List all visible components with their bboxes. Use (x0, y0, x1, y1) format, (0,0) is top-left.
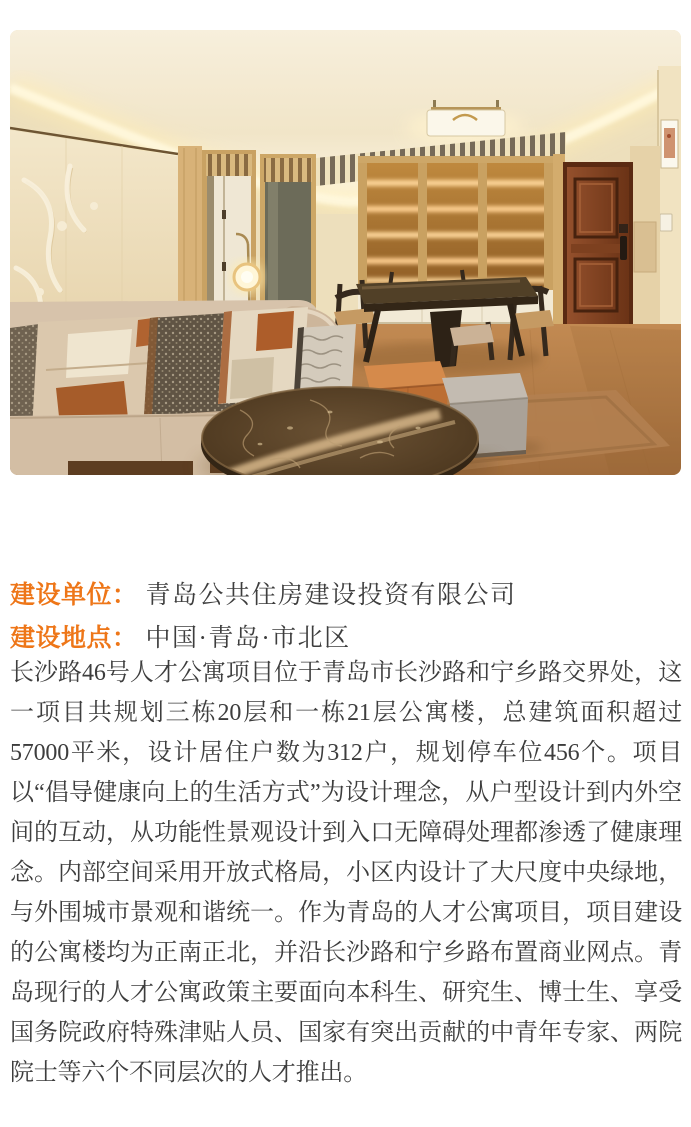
wall-switch (660, 214, 672, 231)
project-description-paragraph: 长沙路46号人才公寓项目位于青岛市长沙路和宁乡路交界处，这一项目共规划三栋20层和一栋21层公寓楼，总建筑面积超过57000平米，设计居住户数为312户，规划停车位456个。项目以“倡导健康向上的生活方式”为设计理念，从户型设计到内外空间的互动，从功能性景观设计到入口无障碍处理都渗透了健康理念。内部空间采用开放式格局，小区内设计了大尺度中央绿地，与外围城市景观和谐统一。作为青岛的人才公寓项目，项目建设的公寓楼均为正南正北，并沿长沙路和宁乡路布置商业网点。青岛现行的人才公寓政策主要面向本科生、研究生、博士生、享受国务院政府特殊津贴人员、国家有突出贡献的中青年专家、两院院士等六个不同层次的人才推出。 (10, 660, 682, 1086)
living-room-photo (10, 30, 681, 475)
construction-location-value: 中国·青岛·市北区 (145, 624, 351, 652)
project-info (10, 571, 682, 657)
construction-location-label: 建设地点： (10, 623, 138, 652)
entry-door (563, 162, 633, 338)
info-row-construction-location (10, 614, 682, 657)
dining-set (334, 270, 554, 374)
wall-picture-frame (661, 120, 678, 168)
construction-unit-value: 青岛公共住房建设投资有限公司 (145, 581, 517, 609)
construction-unit-label: 建设单位： (10, 580, 138, 609)
info-row-construction-unit (10, 571, 682, 614)
living-room-illustration (10, 30, 681, 475)
